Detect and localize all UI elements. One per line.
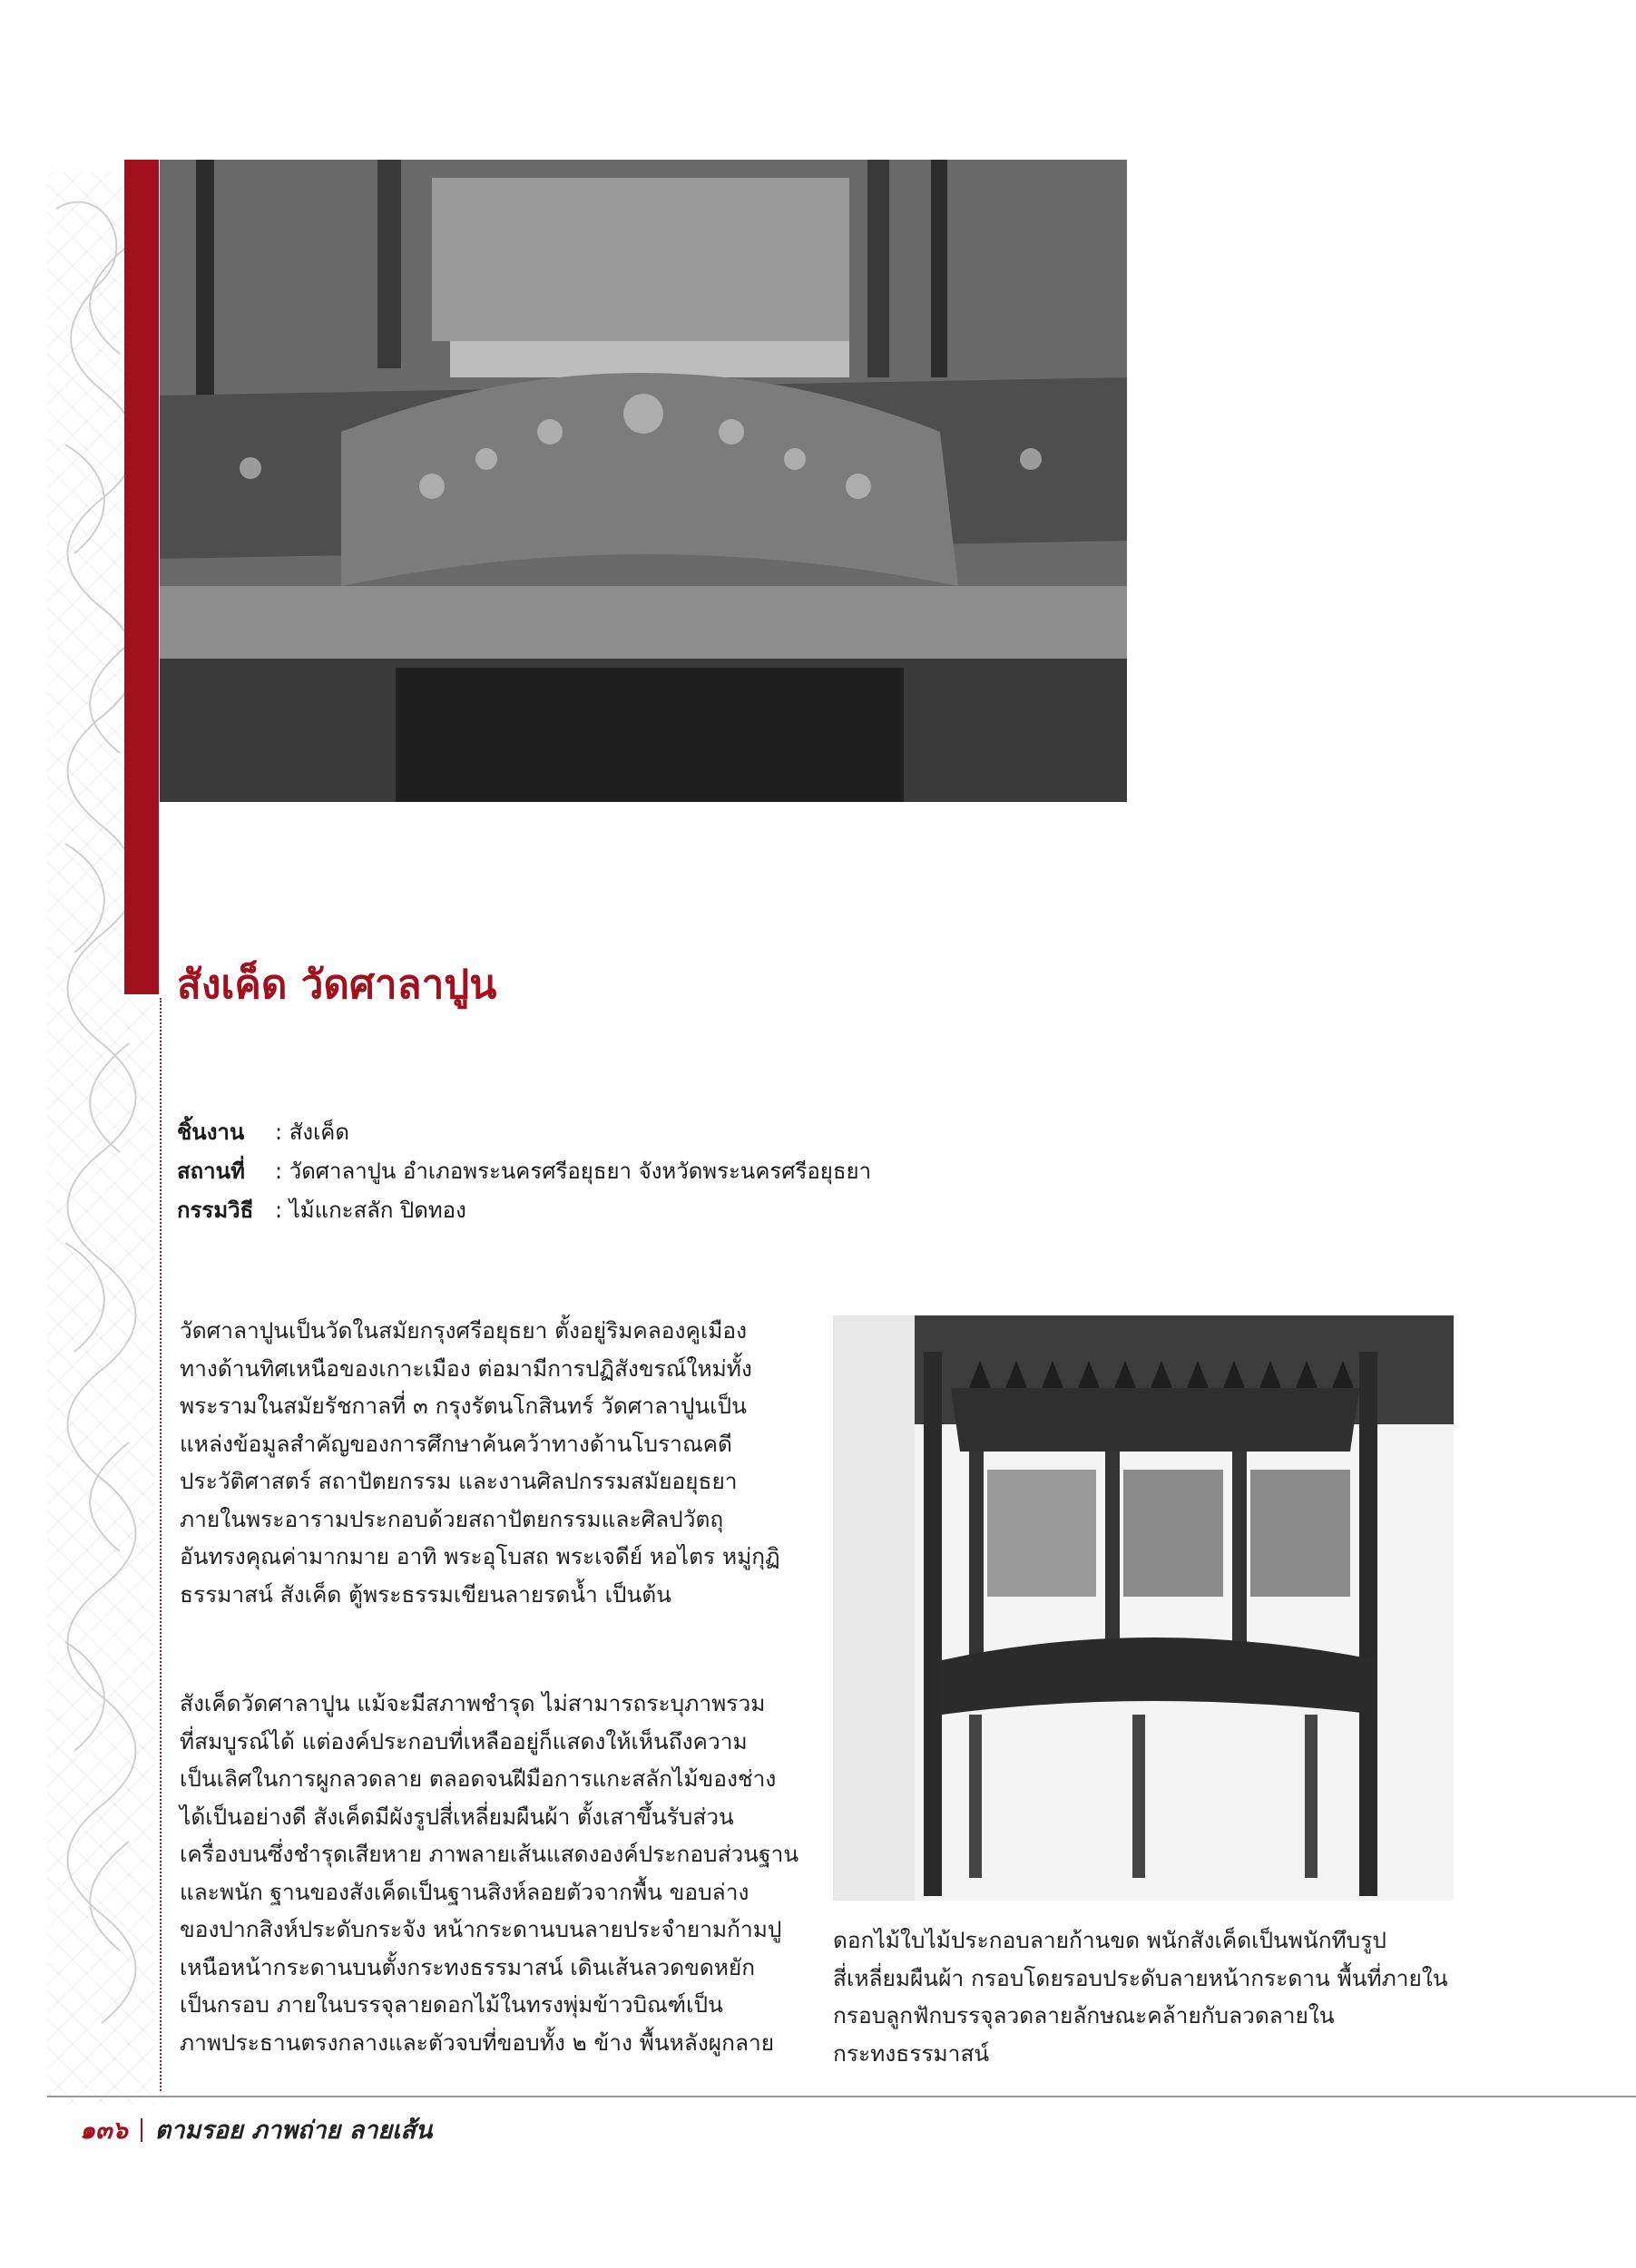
meta-value: : สังเค็ด [275, 1119, 349, 1145]
artwork-metadata [177, 1113, 871, 1230]
text-line: ประวัติศาสตร์ สถาปัตยกรรม และงานศิลปกรรมสมัยอยุธยา [180, 1468, 738, 1494]
meta-value: : วัดศาลาปูน อำเภอพระนครศรีอยุธยา จังหวัดพระนครศรีอยุธยา [275, 1158, 872, 1184]
text-line: ภายในพระอารามประกอบด้วยสถาปัตยกรรมและศิลปวัตถุ [180, 1505, 724, 1532]
text-line: ที่สมบูรณ์ได้ แต่องค์ประกอบที่เหลืออยู่ก็แสดงให้เห็นถึงความ [180, 1727, 748, 1755]
text-line: ของปากสิงห์ประดับกระจัง หน้ากระดานบนลายประจำยามก้ามปู [180, 1916, 782, 1942]
text-line: และพนัก ฐานของสังเค็ดเป็นฐานสิงห์ลอยตัวจากพื้น ขอบล่าง [180, 1878, 749, 1905]
text-line: สังเค็ดวัดศาลาปูน แม้จะมีสภาพชำรุด ไม่สามารถระบุภาพรวม [180, 1690, 766, 1716]
meta-row-location [177, 1152, 871, 1191]
accent-bar [124, 160, 159, 994]
text-line: กรอบลูกฟักบรรจุลวดลายลักษณะคล้ายกับลวดลายใน [833, 2002, 1335, 2028]
text-line: ธรรมาสน์ สังเค็ด ตู้พระธรรมเขียนลายรดน้ำ เป็นต้น [180, 1580, 671, 1608]
page-footer [80, 2110, 432, 2149]
text-line: ดอกไม้ใบไม้ประกอบลายก้านขด พนักสังเค็ดเป็นพนักทึบรูป [833, 1927, 1386, 1953]
text-line: ทางด้านทิศเหนือของเกาะเมือง ต่อมามีการปฏิสังขรณ์ใหม่ทั้ง [180, 1354, 752, 1382]
carved-wood-photo-top [160, 160, 1127, 802]
meta-label: ชิ้นงาน [177, 1119, 245, 1145]
text-line: ภาพประธานตรงกลางและตัวจบที่ขอบทั้ง ๒ ข้าง พื้นหลังผูกลาย [180, 2028, 775, 2056]
meta-value: : ไม้แกะสลัก ปิดทอง [275, 1198, 466, 1223]
meta-row-technique [177, 1191, 871, 1230]
text-line: วัดศาลาปูนเป็นวัดในสมัยกรุงศรีอยุธยา ตั้งอยู่ริมคลองคูเมือง [180, 1317, 748, 1344]
dotted-divider [160, 998, 162, 2091]
paragraph-description [180, 1685, 806, 2061]
book-title: ตามรอย ภาพถ่าย ลายเส้น [154, 2116, 433, 2145]
meta-label: สถานที่ [177, 1158, 245, 1184]
page-number: ๑๓๖ [80, 2116, 128, 2145]
footer-separator [141, 2118, 142, 2142]
page-title: สังเค็ด วัดศาลาปูน [177, 962, 497, 1008]
text-line: พระรามในสมัยรัชกาลที่ ๓ กรุงรัตนโกสินทร์ วัดศาลาปูนเป็น [180, 1393, 747, 1419]
text-line: เป็นเลิศในการผูกลวดลาย ตลอดจนฝีมือการแกะสลักไม้ของช่าง [180, 1765, 777, 1792]
paragraph-continuation [833, 1921, 1454, 2072]
text-line: กระทงธรรมาสน์ [833, 2039, 990, 2067]
text-line: อันทรงคุณค่ามากมาย อาทิ พระอุโบสถ พระเจดีย์ หอไตร หมู่กุฏิ [180, 1543, 780, 1569]
text-line: ได้เป็นอย่างดี สังเค็ดมีผังรูปสี่เหลี่ยมผืนผ้า ตั้งเสาขึ้นรับส่วน [180, 1803, 734, 1830]
text-line: สี่เหลี่ยมผืนผ้า กรอบโดยรอบประดับลายหน้ากระดาน พื้นที่ภายใน [833, 1964, 1448, 1991]
text-line: เหนือหน้ากระดานบนตั้งกระทงธรรมาสน์ เดินเส้นลวดขดหยัก [180, 1953, 756, 1980]
footer-rule [47, 2096, 1636, 2097]
text-line: เป็นกรอบ ภายในบรรจุลายดอกไม้ในทรงพุ่มข้าวบิณฑ์เป็น [180, 1991, 723, 2018]
text-line: เครื่องบนซึ่งชำรุดเสียหาย ภาพลายเส้นแสดงองค์ประกอบส่วนฐาน [180, 1841, 799, 1867]
paragraph-history [180, 1312, 806, 1613]
meta-label: กรรมวิธี [177, 1198, 254, 1223]
meta-row-object [177, 1113, 871, 1152]
carved-wood-photo-side [833, 1315, 1454, 1901]
text-line: แหล่งข้อมูลสำคัญของการศึกษาค้นคว้าทางด้านโบราณคดี [180, 1430, 732, 1457]
